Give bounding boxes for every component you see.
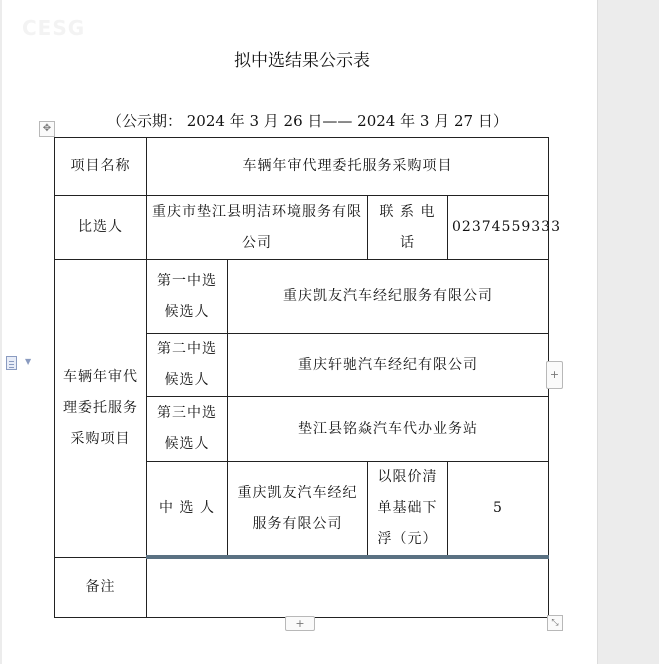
bidder-value: 重庆市垫江县明洁环境服务有限公司 <box>147 196 368 260</box>
plus-icon: + <box>549 368 560 381</box>
candidate-value: 重庆轩驰汽车经纪有限公司 <box>228 334 549 397</box>
document-icon <box>6 356 17 370</box>
result-table <box>54 137 561 618</box>
table-move-handle[interactable] <box>39 121 55 137</box>
candidate-label: 第三中选候选人 <box>147 397 228 462</box>
move-icon: ✥ <box>42 123 52 134</box>
contact-value: 02374559333 <box>448 196 549 260</box>
candidate-label: 第二中选候选人 <box>147 334 228 397</box>
price-label: 以限价清单基础下浮（元） <box>368 462 448 558</box>
remarks-label: 备注 <box>55 557 147 617</box>
winner-label: 中 选 人 <box>147 462 228 558</box>
candidate-label: 第一中选候选人 <box>147 260 228 334</box>
winner-value: 重庆凯友汽车经纪服务有限公司 <box>228 462 368 558</box>
remarks-value[interactable] <box>147 557 549 617</box>
page-title: 拟中选结果公示表 <box>234 51 370 71</box>
bidder-label: 比选人 <box>55 196 147 260</box>
resize-icon: ⤡ <box>551 618 559 628</box>
chevron-down-icon: ▼ <box>25 357 32 366</box>
price-value: 5 <box>448 462 549 558</box>
project-name-value: 车辆年审代理委托服务采购项目 <box>147 138 549 196</box>
project-name-label: 项目名称 <box>55 138 147 196</box>
candidate-value: 重庆凯友汽车经纪服务有限公司 <box>228 260 549 334</box>
table-resize-handle[interactable] <box>547 615 563 631</box>
side-document-menu[interactable] <box>6 354 36 372</box>
add-row-button[interactable] <box>285 616 315 631</box>
add-column-button[interactable] <box>546 361 563 389</box>
contact-label: 联 系 电 话 <box>368 196 448 260</box>
candidate-value: 垫江县铭焱汽车代办业务站 <box>228 397 549 462</box>
watermark-logo: CESG <box>22 16 86 40</box>
plus-icon: + <box>295 617 305 630</box>
project-group-label: 车辆年审代理委托服务采购项目 <box>55 260 147 558</box>
publicity-period: （公示期： 2024 年 3 月 26 日—— 2024 年 3 月 27 日） <box>107 112 508 130</box>
